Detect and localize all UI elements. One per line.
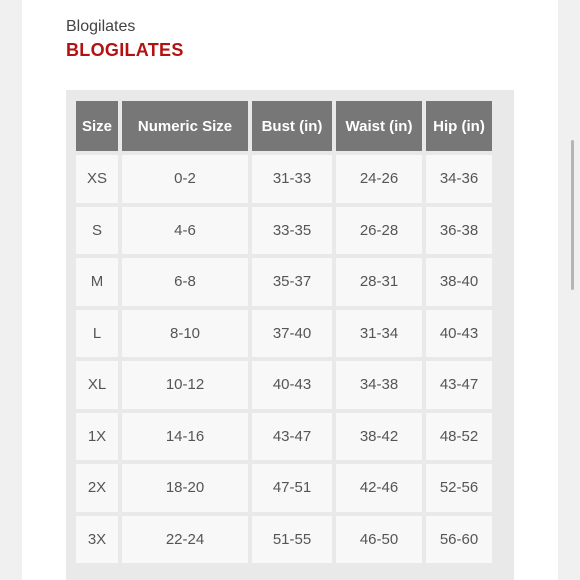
size-chart-table — [72, 97, 496, 567]
cell-hip: 48-52 — [426, 413, 492, 461]
cell-size: 2X — [76, 464, 118, 512]
cell-waist: 26-28 — [336, 207, 422, 255]
cell-numeric-size: 14-16 — [122, 413, 248, 461]
cell-waist: 24-26 — [336, 155, 422, 203]
cell-waist: 34-38 — [336, 361, 422, 409]
brand-name-small[interactable]: Blogilates — [66, 18, 136, 35]
cell-waist: 46-50 — [336, 516, 422, 564]
header-bust: Bust (in) — [252, 101, 332, 151]
cell-numeric-size: 18-20 — [122, 464, 248, 512]
cell-bust: 51-55 — [252, 516, 332, 564]
table-row — [76, 258, 492, 306]
table-row — [76, 207, 492, 255]
cell-size: M — [76, 258, 118, 306]
cell-numeric-size: 10-12 — [122, 361, 248, 409]
cell-size: XS — [76, 155, 118, 203]
cell-bust: 43-47 — [252, 413, 332, 461]
header-numeric-size: Numeric Size — [122, 101, 248, 151]
cell-waist: 38-42 — [336, 413, 422, 461]
cell-hip: 43-47 — [426, 361, 492, 409]
cell-bust: 40-43 — [252, 361, 332, 409]
table-row — [76, 155, 492, 203]
cell-hip: 38-40 — [426, 258, 492, 306]
cell-bust: 35-37 — [252, 258, 332, 306]
cell-hip: 52-56 — [426, 464, 492, 512]
cell-hip: 40-43 — [426, 310, 492, 358]
cell-numeric-size: 0-2 — [122, 155, 248, 203]
cell-waist: 31-34 — [336, 310, 422, 358]
brand-name-large[interactable]: BLOGILATES — [66, 40, 184, 60]
cell-bust: 47-51 — [252, 464, 332, 512]
table-row — [76, 413, 492, 461]
cell-size: S — [76, 207, 118, 255]
cell-hip: 36-38 — [426, 207, 492, 255]
table-row — [76, 310, 492, 358]
page-scrollbar[interactable] — [571, 140, 574, 290]
cell-waist: 28-31 — [336, 258, 422, 306]
cell-hip: 34-36 — [426, 155, 492, 203]
cell-size: 3X — [76, 516, 118, 564]
header-size: Size — [76, 101, 118, 151]
cell-numeric-size: 4-6 — [122, 207, 248, 255]
size-guide-page — [22, 0, 558, 580]
table-row — [76, 464, 492, 512]
cell-size: XL — [76, 361, 118, 409]
cell-hip: 56-60 — [426, 516, 492, 564]
size-chart-container — [66, 90, 514, 580]
header-waist: Waist (in) — [336, 101, 422, 151]
cell-bust: 37-40 — [252, 310, 332, 358]
cell-size: L — [76, 310, 118, 358]
table-row — [76, 516, 492, 564]
cell-bust: 31-33 — [252, 155, 332, 203]
table-row — [76, 361, 492, 409]
cell-waist: 42-46 — [336, 464, 422, 512]
size-chart-header-row — [76, 101, 492, 151]
cell-bust: 33-35 — [252, 207, 332, 255]
cell-numeric-size: 22-24 — [122, 516, 248, 564]
header-hip: Hip (in) — [426, 101, 492, 151]
cell-numeric-size: 8-10 — [122, 310, 248, 358]
cell-numeric-size: 6-8 — [122, 258, 248, 306]
cell-size: 1X — [76, 413, 118, 461]
